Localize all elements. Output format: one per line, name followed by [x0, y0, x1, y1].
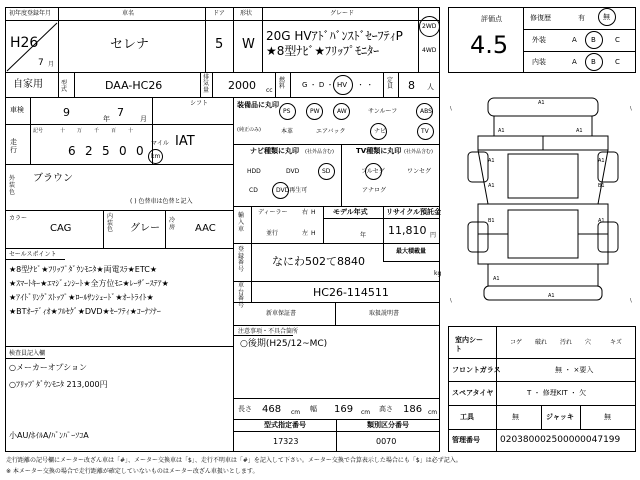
- seat-item: 破れ: [535, 339, 548, 346]
- sales-label: セールスポイント: [9, 251, 57, 258]
- color-value: ブラウン: [33, 173, 73, 184]
- inspection-month-unit: 月: [140, 115, 147, 123]
- exterior-b: B: [591, 36, 596, 44]
- svg-text:\: \: [450, 106, 452, 112]
- tv-item: フルセグ: [361, 168, 385, 175]
- seat-item: キズ: [610, 339, 622, 346]
- length-label: 長さ: [238, 405, 252, 413]
- repair-no: 無: [603, 13, 610, 21]
- max-load-label: 最大積載量: [396, 248, 427, 255]
- exterior-c: C: [615, 36, 620, 44]
- glass-label: フロントガラス: [452, 366, 501, 374]
- tv-subtitle: (社外品含む): [404, 149, 433, 155]
- footer-line2: ※ 本メーター交換の場合で走行距離が確定していないものはメーター改ざん車扱いとします。: [6, 468, 259, 475]
- score-label: 評価点: [481, 15, 502, 23]
- diagram-label: A1: [498, 128, 505, 134]
- grade-label: グレード: [330, 10, 355, 17]
- nav-subtitle: (社外品含む): [305, 149, 334, 155]
- spare-label: スペアタイヤ: [452, 389, 494, 397]
- capacity-label: 定員: [387, 77, 394, 90]
- chassis-value: HC26-114511: [313, 286, 389, 299]
- score-value: 4.5: [470, 31, 509, 59]
- inspection-year: 9: [63, 106, 70, 119]
- capacity-value: 8: [408, 79, 415, 92]
- displacement-label: 排気量: [203, 74, 210, 94]
- sales-point-line: ★BTｵｰﾃﾞｨｵ★ﾌﾙｾｸﾞ★DVD★ｾｰﾌﾃｨ★ｺｰﾅｿﾅｰ: [9, 307, 161, 316]
- notes-label: 注意事項・不具合箇所: [238, 328, 299, 335]
- recycle-value: 11,810: [388, 224, 427, 237]
- diagram-label: A1: [538, 100, 545, 106]
- mileage-unit: 万: [77, 128, 83, 134]
- mileage-unit: 百: [111, 128, 117, 134]
- drive-2wd: 2WD: [422, 23, 437, 30]
- interior-c: C: [615, 58, 620, 66]
- fuel-selected: HV: [337, 81, 348, 89]
- jack-label: ジャッキ: [546, 413, 574, 421]
- diagram-label: A1: [548, 293, 555, 299]
- height-value: 186: [403, 404, 423, 415]
- mile-label: マイル: [151, 140, 169, 147]
- seat-item: 穴: [585, 339, 592, 346]
- diagram-label: A1: [493, 276, 500, 282]
- first-reg-month: 7: [38, 58, 44, 68]
- car-damage-diagram: [448, 92, 636, 322]
- diagram-label: B1: [488, 218, 495, 224]
- nav-item: CD: [249, 187, 258, 194]
- mileage-unit: 十: [60, 128, 66, 134]
- equipment-title: 装備品に丸印: [237, 101, 279, 109]
- equipment-item: ナビ: [374, 128, 387, 135]
- color-label: 外装色: [9, 175, 16, 197]
- manual-label: 取扱説明書: [369, 310, 400, 317]
- svg-text:\: \: [630, 106, 632, 112]
- plate-value: なにわ502て8840: [272, 255, 365, 268]
- equipment-item: サンルーフ: [368, 108, 398, 115]
- sales-point-line: ★8型ﾅﾋﾞ★ﾌﾘｯﾌﾟﾀﾞｳﾝﾓﾆﾀ★両電ｽﾗ★ETC★: [9, 265, 158, 274]
- jack-value: 無: [604, 413, 611, 421]
- mileage-unit: 千: [94, 128, 100, 134]
- svg-text:\: \: [630, 298, 632, 304]
- fuel-label: 燃料: [279, 77, 286, 90]
- exterior-a: A: [572, 36, 577, 44]
- new-car-warranty: 新車保証書: [266, 310, 297, 317]
- import-left: 左: [302, 230, 309, 237]
- diagram-label: A1: [598, 218, 605, 224]
- type-label: 型式指定番号: [264, 421, 306, 429]
- tools-value: 無: [512, 413, 519, 421]
- diagram-label: B1: [598, 183, 605, 189]
- cc-unit: cc: [266, 87, 273, 94]
- model-value: DAA-HC26: [105, 79, 163, 92]
- diagram-label: A1: [488, 183, 495, 189]
- mileage-unit: 十: [128, 128, 134, 134]
- equipment-item: PS: [283, 108, 291, 115]
- interior-a: A: [572, 58, 577, 66]
- tv-item: ワンセグ: [407, 168, 432, 175]
- interior-color-value: グレー: [130, 223, 160, 234]
- inspector-note-line: ○メーカーオプション: [9, 363, 87, 372]
- nav-item: DVD再生可: [276, 187, 308, 194]
- interior-label: 内装: [532, 58, 546, 66]
- capacity-unit: 人: [427, 83, 434, 91]
- fuel-other: ・ ・: [357, 81, 374, 89]
- first-reg-label: 初年度登録年月: [9, 10, 52, 17]
- nav-title: ナビ種類に丸印: [250, 147, 299, 155]
- recycle-label: リサイクル預託金: [386, 208, 442, 216]
- name-label: 車名: [122, 10, 135, 17]
- ac-label: 冷房: [169, 217, 176, 231]
- car-name: セレナ: [110, 37, 150, 52]
- tv-item: アナログ: [362, 187, 387, 194]
- inspection-label: 車検: [10, 106, 24, 114]
- interior-color-label: 内装色: [107, 213, 114, 234]
- import-dealer: ディーラー: [258, 209, 288, 216]
- height-unit: cm: [428, 409, 438, 416]
- import-h: H: [311, 209, 316, 216]
- mileage-digit: 0: [119, 144, 127, 158]
- inspector-note-line: ○ﾌﾘｯﾌﾟﾀﾞｳﾝﾓﾆﾀ 213,000円: [9, 380, 108, 389]
- inspection-month: 7: [117, 106, 124, 119]
- type-value: 17323: [273, 437, 299, 446]
- import-parallel: 並行: [266, 230, 279, 237]
- mileage-unit-header: 記号: [33, 128, 44, 134]
- chassis-label: 車台番号: [238, 282, 245, 309]
- equipment-subtitle: (純正のみ): [237, 127, 261, 133]
- max-load-kg: kg: [434, 270, 442, 277]
- width-unit: cm: [361, 409, 371, 416]
- doors-value: 5: [215, 37, 224, 52]
- color-code-value: CAG: [50, 223, 72, 234]
- svg-text:\: \: [450, 298, 452, 304]
- length-value: 468: [262, 404, 282, 415]
- tools-label: 工具: [460, 413, 474, 421]
- interior-b: B: [591, 58, 596, 66]
- doors-label: ドア: [213, 10, 225, 17]
- length-unit: cm: [291, 409, 301, 416]
- notes-value: ○後期(H25/12~MC): [240, 339, 328, 349]
- equipment-item: 本革: [281, 128, 294, 135]
- sales-point-line: ★ｽﾏｰﾄｷｰ★ｴﾏｼﾞｪﾝｼｰﾄ★全方位ﾓﾆ★ﾚｰｻﾞｰｽﾃｱ★: [9, 279, 169, 288]
- exterior-label: 外装: [532, 36, 546, 44]
- mileage-digit: 0: [136, 144, 144, 158]
- drive-4wd: 4WD: [422, 47, 437, 54]
- mgmt-value: 020380002500000047199: [500, 435, 621, 445]
- nav-item: HDD: [247, 168, 261, 175]
- model-year-label: モデル年式: [333, 208, 368, 216]
- model-year-unit: 年: [360, 232, 367, 239]
- color-note: ( ) 色替車は色替と記入: [130, 198, 193, 205]
- mileage-digit: 5: [102, 144, 110, 158]
- km-label: km: [151, 153, 161, 160]
- glass-value: 無 ・ ×要入: [555, 366, 594, 374]
- seat-label: 室内シート: [455, 336, 483, 354]
- displacement-value: 2000: [228, 79, 256, 92]
- mileage-digit: 6: [68, 144, 76, 158]
- mileage-digit: 2: [85, 144, 93, 158]
- width-label: 幅: [310, 405, 317, 413]
- class-value: 0070: [376, 437, 397, 446]
- height-label: 高さ: [379, 405, 393, 413]
- repair-yes: 有: [578, 14, 585, 22]
- equipment-item: ABS: [420, 108, 432, 115]
- ac-value: AAC: [195, 223, 216, 234]
- model-label: 型式: [61, 80, 68, 93]
- import-right: 右: [302, 209, 309, 216]
- divider: [5, 20, 440, 21]
- class-label: 類別区分番号: [367, 421, 409, 429]
- width-value: 169: [334, 404, 354, 415]
- first-reg-year: H26: [10, 35, 39, 51]
- repair-label: 修復歴: [530, 14, 551, 22]
- import-h2: H: [311, 230, 316, 237]
- equipment-item: PW: [310, 108, 320, 115]
- use-value: 自家用: [13, 79, 43, 90]
- shape-value: W: [242, 37, 255, 52]
- inspection-year-unit: 年: [103, 115, 110, 123]
- tv-title: TV種類に丸印: [356, 147, 402, 155]
- fuel-options: G ・ D ・: [302, 81, 334, 89]
- sales-point-line: ★ｱｲﾄﾞﾘﾝｸﾞｽﾄｯﾌﾟ★ﾛｰﾙｻﾝｼｪｰﾄﾞ★ｵｰﾄﾗｲﾄ★: [9, 293, 154, 302]
- grade-line2: ★8型ﾅﾋﾞ★ﾌﾘｯﾌﾟﾓﾆﾀｰ: [266, 44, 380, 58]
- shape-label: 形状: [240, 10, 253, 17]
- grade-line1: 20G HVｱﾄﾞﾊﾞﾝｽﾄﾞｾｰﾌﾃｨP: [266, 29, 403, 43]
- equipment-item: エアバック: [316, 128, 346, 135]
- shift-label: シフト: [190, 100, 209, 107]
- mgmt-label: 管理番号: [452, 436, 480, 444]
- diagram-label: A1: [598, 158, 605, 164]
- spare-value: T ・ 修理KIT ・ 欠: [527, 389, 587, 397]
- color-code-label: カラー: [9, 215, 28, 222]
- seat-item: コゲ: [510, 339, 523, 346]
- nav-item: DVD: [286, 168, 300, 175]
- inspector-note-line: 小AU/ﾎｲﾙA/ﾊﾞﾝﾊﾟｰｿｺA: [9, 431, 89, 440]
- diagram-label: A1: [488, 158, 495, 164]
- divider: [5, 72, 440, 73]
- recycle-yen: 円: [430, 232, 437, 239]
- equipment-item: AW: [337, 108, 347, 115]
- first-reg-month-unit: 月: [48, 61, 55, 68]
- footer-line1: 走行距離の記号欄にメーター改ざん車は「#」、メーター交換車は「$」、走行不明車は「#」を記入して下さい。メーター交換で合算表示した場合にも「$」は必ず記入。: [6, 457, 462, 464]
- diagram-label: A1: [576, 128, 583, 134]
- shift-value: IAT: [175, 134, 195, 149]
- plate-label: 登録番号: [238, 246, 245, 273]
- mileage-label: 走行: [10, 138, 17, 155]
- inspector-label: 検査員記入欄: [9, 350, 46, 357]
- equipment-item: TV: [421, 128, 429, 135]
- divider: [5, 97, 440, 98]
- seat-item: 汚れ: [560, 339, 573, 346]
- import-label: 輸入車: [238, 212, 245, 234]
- nav-item: SD: [322, 168, 331, 175]
